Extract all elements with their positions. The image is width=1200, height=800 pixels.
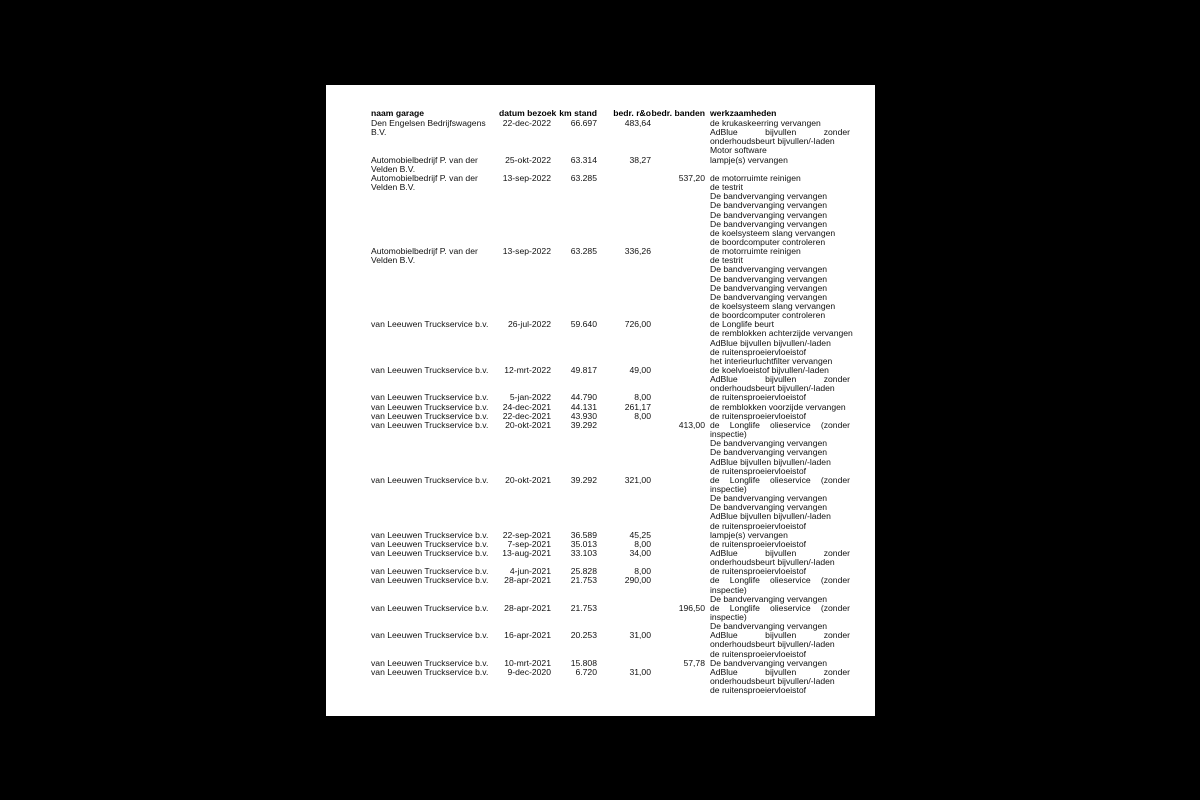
work-line: inspectie) (710, 429, 747, 440)
km-stand: 66.697 (570, 118, 597, 128)
visit-date: 13-sep-2022 (502, 246, 551, 257)
table-row (371, 604, 871, 631)
maintenance-history-table (371, 109, 871, 695)
km-stand: 21.753 (570, 575, 597, 586)
work-line: AdBlue bijvullen bijvullen/-laden (710, 456, 831, 467)
work-line: de Longlife olieservice (zonder (710, 602, 850, 613)
garage-name: van Leeuwen Truckservice b.v. (371, 547, 489, 558)
work-description (710, 319, 853, 366)
amount-ro: 726,00 (624, 319, 651, 330)
visit-date: 12-mrt-2022 (504, 365, 551, 376)
header-name-garage: naam garage (371, 108, 425, 118)
amount-tyres: 537,20 (678, 172, 705, 183)
visit-date: 10-mrt-2021 (504, 657, 551, 668)
work-line: de motorruimte reinigen (710, 172, 801, 183)
document-page (326, 85, 875, 716)
visit-date: 22-dec-2021 (502, 410, 551, 421)
work-line: de Longlife olieservice (zonder (710, 474, 850, 485)
work-line: de testrit (710, 255, 743, 266)
garage-name: Automobielbedrijf P. van der Velden B.V. (371, 154, 478, 174)
work-line: onderhoudsbeurt bijvullen/-laden (710, 675, 835, 686)
work-line: De bandvervanging vervangen (710, 621, 828, 632)
visit-date: 25-okt-2022 (505, 154, 551, 165)
visit-date: 4-jun-2021 (509, 566, 551, 577)
km-stand: 49.817 (570, 365, 597, 376)
table-row (371, 421, 871, 476)
amount-ro: 8,00 (634, 566, 651, 577)
amount-ro: 321,00 (624, 474, 651, 485)
work-description (710, 119, 850, 156)
work-line: lampje(s) vervangen (710, 154, 788, 165)
amount-ro: 8,00 (634, 410, 651, 421)
work-description (710, 366, 850, 393)
visit-date: 16-apr-2021 (504, 630, 551, 641)
garage-name: van Leeuwen Truckservice b.v. (371, 666, 489, 677)
garage-name: van Leeuwen Truckservice b.v. (371, 474, 489, 485)
visit-date: 5-jan-2022 (509, 392, 551, 403)
work-line: de ruitensproeiervloeistof (710, 410, 807, 421)
amount-ro: 290,00 (624, 575, 651, 586)
table-row (371, 668, 871, 695)
garage-name: van Leeuwen Truckservice b.v. (371, 630, 489, 641)
work-line: De bandvervanging vervangen (710, 657, 828, 668)
work-description (710, 247, 850, 320)
header-work: werkzaamheden (710, 108, 777, 118)
garage-name: van Leeuwen Truckservice b.v. (371, 419, 489, 430)
work-line: de koelsysteem slang vervangen (710, 301, 836, 312)
amount-tyres: 413,00 (678, 419, 705, 430)
work-line: het interieurluchtfilter vervangen (710, 355, 833, 366)
km-stand: 44.790 (570, 392, 597, 403)
garage-name: van Leeuwen Truckservice b.v. (371, 602, 489, 613)
garage-name: van Leeuwen Truckservice b.v. (371, 410, 489, 421)
work-description (710, 549, 850, 567)
work-line: onderhoudsbeurt bijvullen/-laden (710, 136, 835, 147)
garage-name: van Leeuwen Truckservice b.v. (371, 365, 489, 376)
table-row (371, 156, 871, 174)
km-stand: 59.640 (570, 319, 597, 330)
work-line: de boordcomputer controleren (710, 236, 826, 247)
visit-date: 22-dec-2022 (502, 118, 551, 128)
header-km-stand: km stand (559, 108, 597, 118)
work-line: de ruitensproeiervloeistof (710, 520, 807, 531)
work-description (710, 421, 850, 476)
work-line: de testrit (710, 182, 743, 193)
work-line: De bandvervanging vervangen (710, 282, 828, 293)
table-row (371, 119, 871, 156)
amount-ro: 261,17 (624, 401, 651, 412)
km-stand: 43.930 (570, 410, 597, 421)
visit-date: 20-okt-2021 (505, 419, 551, 430)
visit-date: 20-okt-2021 (505, 474, 551, 485)
work-line: Motor software (710, 145, 767, 156)
amount-ro: 31,00 (629, 630, 651, 641)
work-line: De bandvervanging vervangen (710, 438, 828, 449)
header-amount-tyres: bedr. banden (651, 108, 705, 118)
work-line: de ruitensproeiervloeistof (710, 346, 807, 357)
work-line: de koelvloeistof bijvullen/-laden (710, 365, 829, 376)
work-description (710, 576, 850, 603)
work-line: de ruitensproeiervloeistof (710, 566, 807, 577)
visit-date: 13-sep-2022 (502, 172, 551, 183)
work-line: De bandvervanging vervangen (710, 264, 828, 275)
work-line: de boordcomputer controleren (710, 310, 826, 321)
work-line: inspectie) (710, 611, 747, 622)
garage-name: van Leeuwen Truckservice b.v. (371, 657, 489, 668)
garage-name: van Leeuwen Truckservice b.v. (371, 575, 489, 586)
km-stand: 21.753 (570, 602, 597, 613)
visit-date: 26-jul-2022 (508, 319, 551, 330)
amount-ro: 483,64 (624, 118, 651, 128)
work-line: de remblokken achterzijde vervangen (710, 328, 853, 339)
visit-date: 28-apr-2021 (504, 575, 551, 586)
km-stand: 20.253 (570, 630, 597, 641)
work-line: de ruitensproeiervloeistof (710, 465, 807, 476)
amount-ro: 49,00 (629, 365, 651, 376)
km-stand: 35.013 (570, 538, 597, 549)
table-row (371, 366, 871, 393)
work-line: De bandvervanging vervangen (710, 291, 828, 302)
work-line: de koelsysteem slang vervangen (710, 227, 836, 238)
work-line: de Longlife olieservice (zonder (710, 575, 850, 586)
work-line: De bandvervanging vervangen (710, 273, 828, 284)
table-row (371, 549, 871, 567)
work-line: De bandvervanging vervangen (710, 218, 828, 229)
work-line: de motorruimte reinigen (710, 246, 801, 257)
work-line: onderhoudsbeurt bijvullen/-laden (710, 639, 835, 650)
work-line: De bandvervanging vervangen (710, 502, 828, 513)
work-line: de Longlife olieservice (zonder (710, 419, 850, 430)
work-line: AdBlue bijvullen zonder (710, 127, 850, 138)
work-line: AdBlue bijvullen zonder (710, 547, 850, 558)
garage-name: Automobielbedrijf P. van der Velden B.V. (371, 172, 478, 193)
visit-date: 22-sep-2021 (502, 529, 551, 540)
visit-date: 13-aug-2021 (502, 547, 551, 558)
km-stand: 39.292 (570, 419, 597, 430)
table-row (371, 320, 871, 366)
visit-date: 7-sep-2021 (507, 538, 551, 549)
table-row (371, 576, 871, 603)
amount-ro: 31,00 (629, 666, 651, 677)
table-row (371, 174, 871, 247)
work-line: inspectie) (710, 483, 747, 494)
work-description (710, 174, 850, 247)
amount-tyres: 57,78 (683, 657, 705, 668)
work-line: De bandvervanging vervangen (710, 493, 828, 504)
table-body (371, 119, 871, 695)
work-line: De bandvervanging vervangen (710, 447, 828, 458)
amount-ro: 8,00 (634, 538, 651, 549)
km-stand: 63.314 (570, 154, 597, 165)
work-description (710, 476, 850, 531)
work-line: De bandvervanging vervangen (710, 200, 828, 211)
visit-date: 24-dec-2021 (502, 401, 551, 412)
header-amount-ro: bedr. r&o (613, 108, 651, 118)
amount-ro: 336,26 (624, 246, 651, 257)
garage-name: Den Engelsen Bedrijfswagens B.V. (371, 118, 486, 138)
garage-name: van Leeuwen Truckservice b.v. (371, 401, 489, 412)
work-description (710, 604, 850, 631)
amount-ro: 45,25 (629, 529, 651, 540)
visit-date: 28-apr-2021 (504, 602, 551, 613)
work-line: AdBlue bijvullen bijvullen/-laden (710, 511, 831, 522)
km-stand: 63.285 (570, 172, 597, 183)
work-description (710, 631, 850, 658)
work-line: De bandvervanging vervangen (710, 209, 828, 220)
garage-name: Automobielbedrijf P. van der Velden B.V. (371, 246, 478, 266)
km-stand: 15.808 (570, 657, 597, 668)
table-row (371, 631, 871, 658)
km-stand: 39.292 (570, 474, 597, 485)
km-stand: 25.828 (570, 566, 597, 577)
garage-name: van Leeuwen Truckservice b.v. (371, 319, 489, 330)
work-description (710, 668, 850, 695)
garage-name: van Leeuwen Truckservice b.v. (371, 566, 489, 577)
work-line: de ruitensproeiervloeistof (710, 538, 807, 549)
work-line: AdBlue bijvullen zonder (710, 630, 850, 641)
garage-name: van Leeuwen Truckservice b.v. (371, 529, 489, 540)
work-line: de ruitensproeiervloeistof (710, 392, 807, 403)
km-stand: 36.589 (570, 529, 597, 540)
work-line: de ruitensproeiervloeistof (710, 648, 807, 659)
work-line: de krukaskeerring vervangen (710, 118, 821, 128)
garage-name: van Leeuwen Truckservice b.v. (371, 392, 489, 403)
km-stand: 33.103 (570, 547, 597, 558)
work-line: AdBlue bijvullen zonder (710, 666, 850, 677)
work-line: de ruitensproeiervloeistof (710, 685, 807, 696)
amount-tyres: 196,50 (678, 602, 705, 613)
amount-ro: 8,00 (634, 392, 651, 403)
work-line: onderhoudsbeurt bijvullen/-laden (710, 383, 835, 394)
header-date-visit: datum bezoek (499, 108, 557, 118)
work-line: inspectie) (710, 584, 747, 595)
work-line: de remblokken voorzijde vervangen (710, 401, 846, 412)
work-line: De bandvervanging vervangen (710, 593, 828, 604)
visit-date: 9-dec-2020 (507, 666, 551, 677)
amount-ro: 34,00 (629, 547, 651, 558)
amount-ro: 38,27 (629, 154, 651, 165)
work-line: de Longlife beurt (710, 319, 775, 330)
work-line: De bandvervanging vervangen (710, 191, 828, 202)
km-stand: 44.131 (570, 401, 597, 412)
km-stand: 6.720 (575, 666, 597, 677)
work-line: AdBlue bijvullen zonder (710, 374, 850, 385)
work-line: onderhoudsbeurt bijvullen/-laden (710, 557, 835, 568)
table-row (371, 476, 871, 531)
work-line: AdBlue bijvullen bijvullen/-laden (710, 337, 831, 348)
km-stand: 63.285 (570, 246, 597, 257)
work-description (710, 156, 850, 165)
garage-name: van Leeuwen Truckservice b.v. (371, 538, 489, 549)
table-row (371, 247, 871, 320)
work-line: lampje(s) vervangen (710, 529, 788, 540)
